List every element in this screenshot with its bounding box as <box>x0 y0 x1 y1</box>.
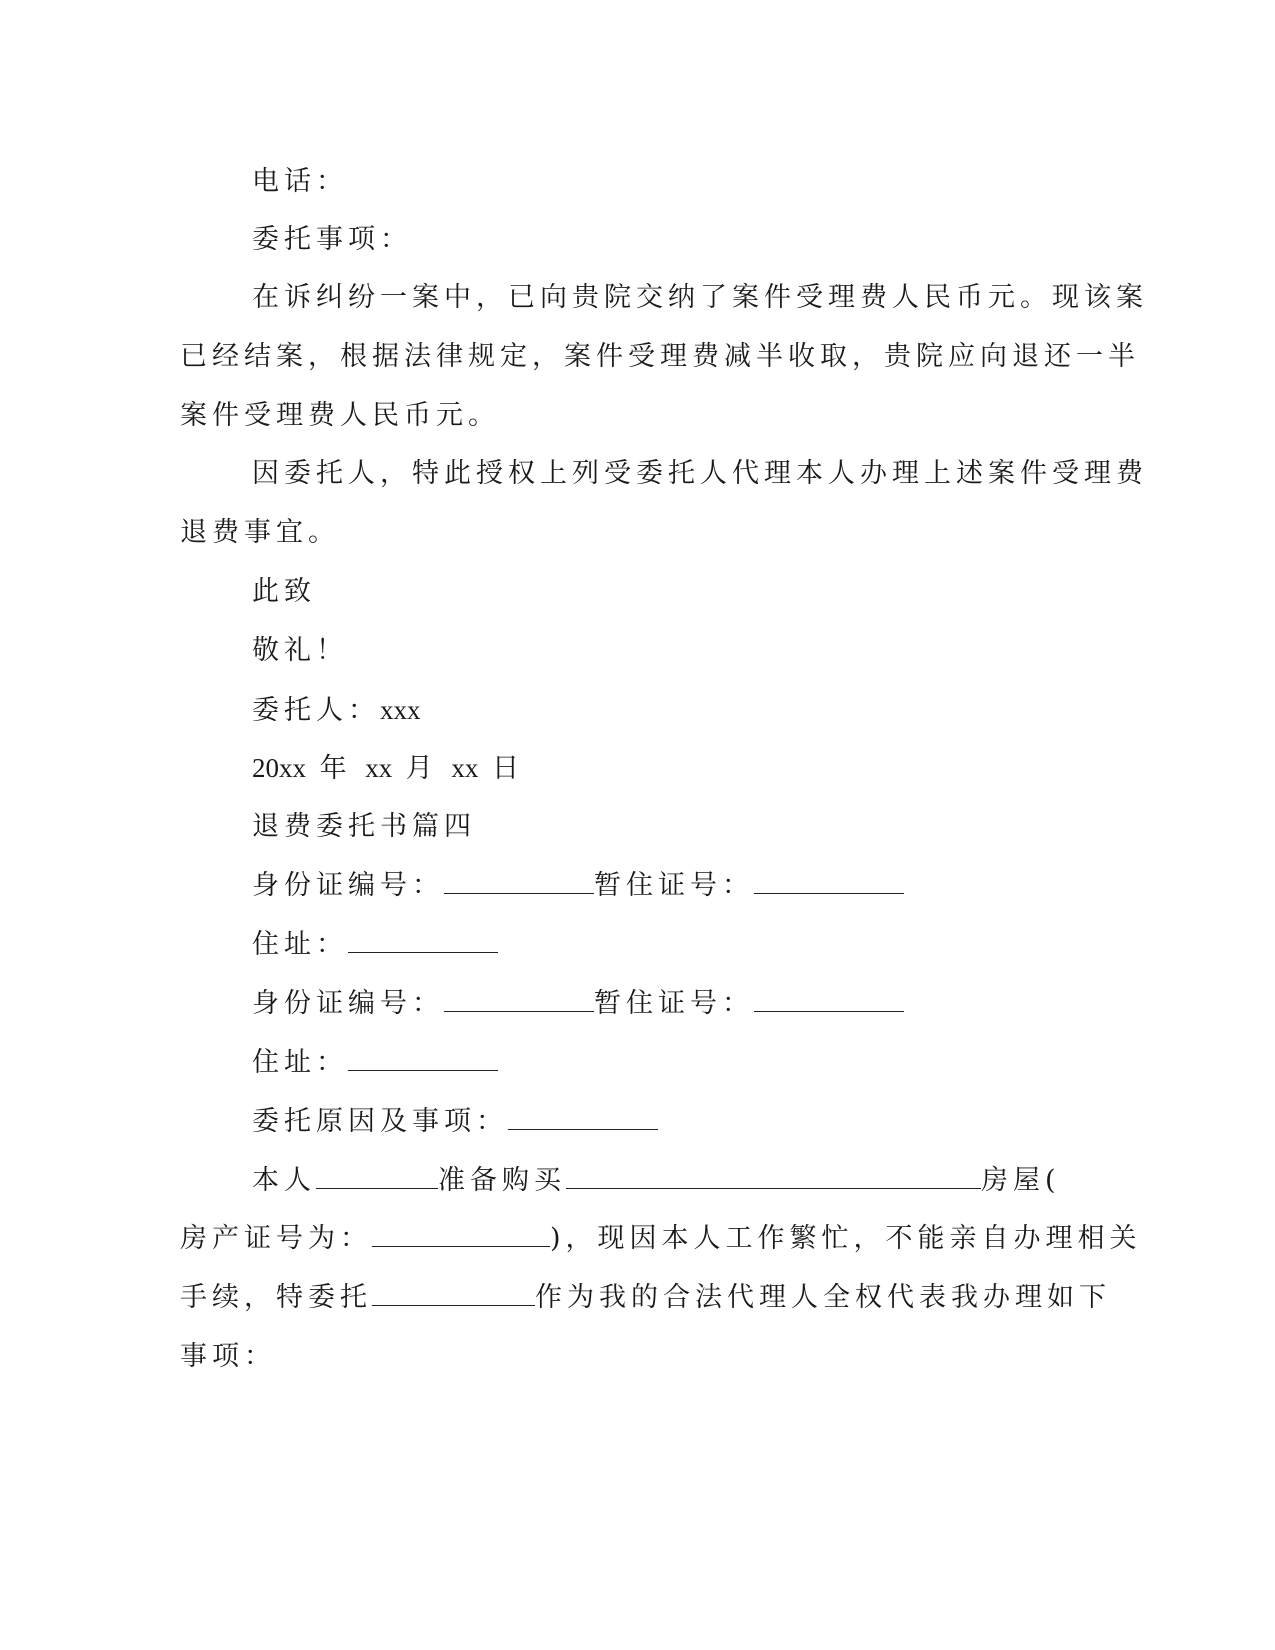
section-title: 退费委托书篇四 <box>252 811 476 842</box>
p3-text-f: 作为我的合法代理人全权代表我办理如下 <box>535 1282 1111 1313</box>
paragraph-3-line-1 <box>252 1164 1061 1198</box>
p3-text-d: )，现因本人工作繁忙，不能亲自办理相关 <box>550 1223 1142 1254</box>
paragraph-1-line-3: 案件受理费人民币元。 <box>180 400 500 431</box>
date-ri: 日 <box>491 753 524 784</box>
date-nian: 年 <box>319 753 352 784</box>
id-blank <box>444 871 594 894</box>
greeting-cizhi: 此致 <box>252 576 316 607</box>
p3-text-e: 手续，特委托 <box>180 1282 372 1313</box>
address-row-2 <box>252 1046 498 1080</box>
paragraph-3-line-2 <box>180 1222 1142 1256</box>
date-yue: 月 <box>405 753 438 784</box>
p3-cert-label: 房产证号为： <box>180 1223 372 1254</box>
id-row-1 <box>252 869 904 903</box>
date-line <box>252 751 524 786</box>
address-blank <box>348 1048 498 1071</box>
paragraph-3-line-3 <box>180 1281 1111 1315</box>
id-label: 身份证编号： <box>252 988 444 1019</box>
temp-residence-label: 暂住证号： <box>594 988 754 1019</box>
address-row-1 <box>252 928 498 962</box>
date-year: 20xx <box>252 753 306 783</box>
greeting-jingli: 敬礼！ <box>252 635 348 666</box>
date-day: xx <box>451 753 479 783</box>
property-blank <box>566 1166 981 1189</box>
paragraph-1-line-2: 已经结案，根据法律规定，案件受理费减半收取，贵院应向退还一半 <box>180 341 1140 372</box>
phone-label: 电话： <box>252 166 348 197</box>
id-blank <box>444 989 594 1012</box>
buyer-name-blank <box>316 1166 438 1189</box>
entrust-matters-label: 委托事项： <box>252 224 412 255</box>
paragraph-1-line-1: 在诉纠纷一案中，已向贵院交纳了案件受理费人民币元。现该案 <box>252 282 1148 313</box>
temp-residence-blank <box>754 871 904 894</box>
paragraph-3-line-4: 事项： <box>180 1341 276 1372</box>
temp-residence-label: 暂住证号： <box>594 870 754 901</box>
date-month: xx <box>365 753 393 783</box>
address-label: 住址： <box>252 1047 348 1078</box>
agent-name-blank <box>372 1283 535 1306</box>
reason-blank <box>508 1107 658 1130</box>
principal-line <box>252 693 421 728</box>
property-cert-blank <box>372 1224 550 1247</box>
principal-value: xxx <box>380 695 421 725</box>
paragraph-2-line-1: 因委托人，特此授权上列受委托人代理本人办理上述案件受理费 <box>252 458 1148 489</box>
temp-residence-blank <box>754 989 904 1012</box>
address-blank <box>348 930 498 953</box>
p3-text-a: 本人 <box>252 1165 316 1196</box>
reason-row <box>252 1105 658 1139</box>
paragraph-2-line-2: 退费事宜。 <box>180 517 340 548</box>
reason-label: 委托原因及事项： <box>252 1106 508 1137</box>
principal-label: 委托人： <box>252 695 380 726</box>
id-label: 身份证编号： <box>252 870 444 901</box>
id-row-2 <box>252 987 904 1021</box>
p3-text-c: 房屋( <box>981 1165 1061 1196</box>
address-label: 住址： <box>252 929 348 960</box>
p3-text-b: 准备购买 <box>438 1165 566 1196</box>
